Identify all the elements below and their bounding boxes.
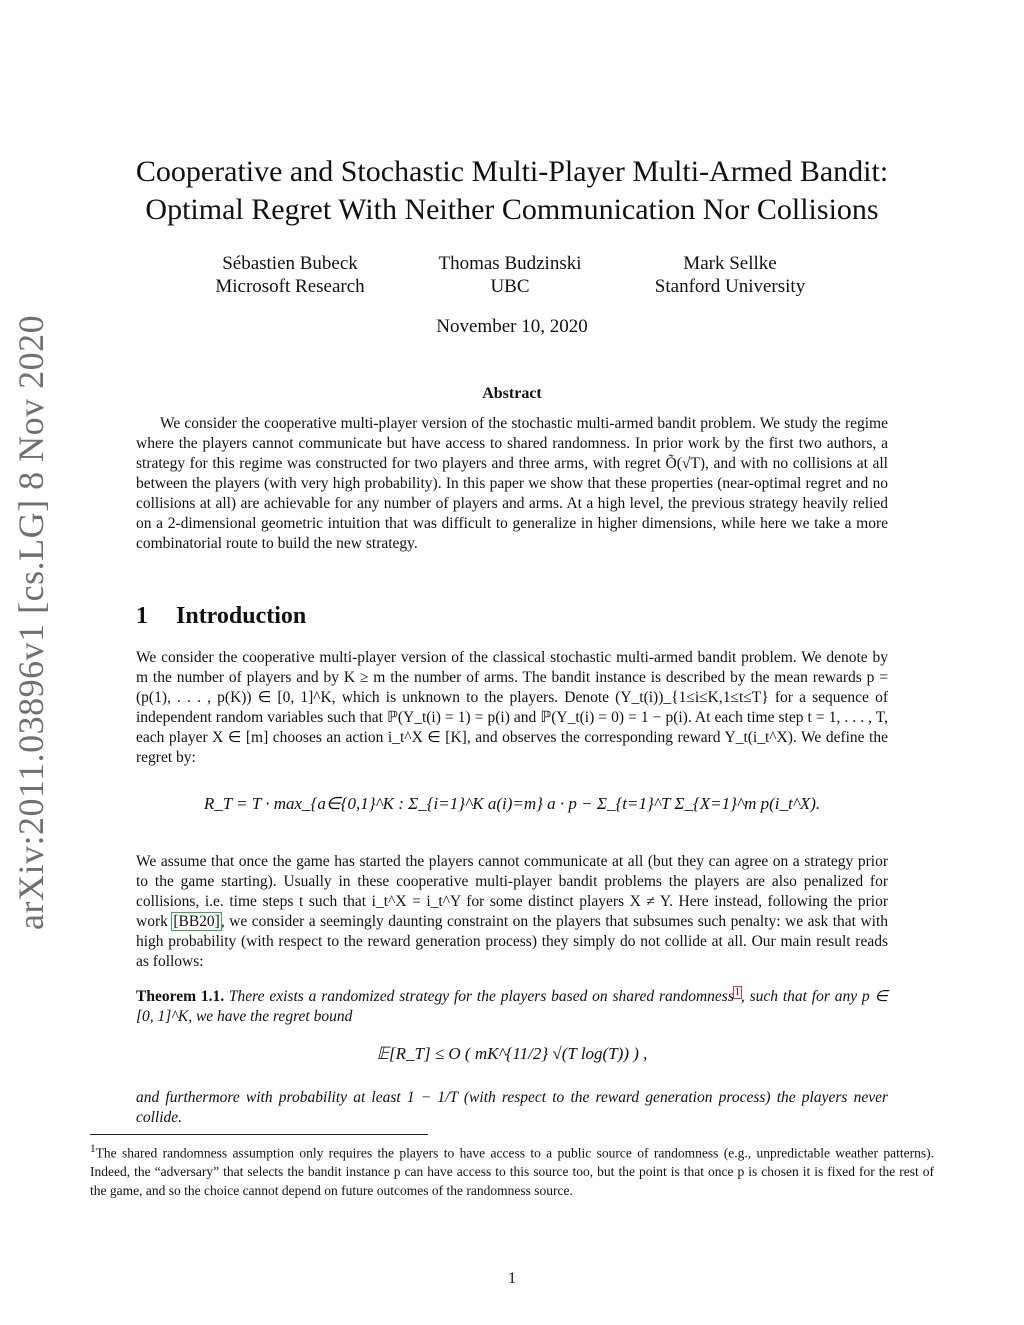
- footnote-mark: 1: [90, 1143, 96, 1155]
- paper-date: November 10, 2020: [436, 316, 588, 337]
- author-name: Thomas Budzinski: [438, 253, 582, 274]
- regret-bound-equation: 𝔼[R_T] ≤ O ( mK^{11/2} √(T log(T)) ) ,: [376, 1044, 648, 1063]
- theorem-1-1: [136, 983, 888, 1027]
- paper-title: [100, 153, 924, 229]
- footnote-1: [90, 1140, 934, 1200]
- footnote-link-1[interactable]: 1: [734, 987, 740, 998]
- author-3: [600, 252, 860, 298]
- theorem-continuation: and furthermore with probability at least 1 − 1/T (with respect to the reward generation process) the players never collide.: [136, 1089, 888, 1126]
- footnote-divider: [90, 1134, 428, 1135]
- abstract-heading: Abstract: [482, 385, 542, 402]
- author-affiliation: UBC: [490, 276, 530, 297]
- paragraph-text: , we consider a seemingly daunting constraint on the players that subsumes such penalty: we ask that with high probability (with respect to the reward generation process) they simply do not collide at all. Our main result reads as follows:: [136, 913, 888, 970]
- author-name: Mark Sellke: [683, 253, 777, 274]
- author-affiliation: Microsoft Research: [215, 276, 365, 297]
- section-title: Introduction: [176, 603, 307, 629]
- title-line-1: Cooperative and Stochastic Multi-Player Multi-Armed Bandit:: [135, 155, 889, 188]
- section-number: 1: [136, 603, 148, 629]
- author-affiliation: Stanford University: [654, 276, 806, 297]
- theorem-text: , such that for any p ∈ [0, 1]^K, we have the regret bound: [136, 988, 889, 1026]
- arxiv-margin-stamp: arXiv:2011.03896v1 [cs.LG] 8 Nov 2020: [11, 314, 51, 930]
- title-line-2: Optimal Regret With Neither Communication Nor Collisions: [145, 193, 879, 226]
- section-heading: [136, 603, 306, 630]
- intro-paragraph-2: [136, 852, 888, 972]
- paragraph-text: We assume that once the game has started the players cannot communicate at all (but they can agree on a strategy prior to the game starting). Usually in these cooperative multi-player bandit problems the players are also penalized for collisions, i.e. time steps t such that i_t^X = i_t^Y for some distinct players X ≠ Y. Here instead, following the prior work: [136, 853, 888, 930]
- citation-link-bb20[interactable]: [BB20]: [173, 913, 220, 930]
- theorem-label: Theorem 1.1.: [136, 988, 225, 1006]
- page-number: 1: [508, 1270, 516, 1287]
- abstract-text: We consider the cooperative multi-player version of the stochastic multi-armed bandit problem. We study the regime where the players cannot communicate but have access to shared randomness. In prior work by the first two authors, a strategy for this regime was constructed for two players and three arms, with regret Õ(√T), and with no collisions at all between the players (with very high probability). In this paper we show that these properties (near-optimal regret and no collisions at all) are achievable for any number of players and arms. At a high level, the previous strategy heavily relied on a 2-dimensional geometric intuition that was difficult to generalize in higher dimensions, while here we take a more combinatorial route to build the new strategy.: [136, 415, 888, 552]
- regret-definition-equation: R_T = T · max_{a∈{0,1}^K : Σ_{i=1}^K a(i)=m} a · p − Σ_{t=1}^T Σ_{X=1}^m p(i_t^X).: [203, 794, 821, 813]
- footnote-text: The shared randomness assumption only requires the players to have access to a public source of randomness (e.g., unpredictable weather patterns). Indeed, the “adversary” that selects the bandit instance p can have access to this source too, but the point is that once p is chosen it is fixed for the rest of the game, and so the choice cannot depend on future outcomes of the randomness source.: [90, 1145, 934, 1198]
- author-name: Sébastien Bubeck: [222, 253, 358, 274]
- intro-paragraph-1: We consider the cooperative multi-player version of the classical stochastic multi-armed bandit problem. We denote by m the number of players and by K ≥ m the number of arms. The bandit instance is described by the mean rewards p = (p(1), . . . , p(K)) ∈ [0, 1]^K, which is unknown to the players. Denote (Y_t(i))_{1≤i≤K,1≤t≤T} for a sequence of independent random variables such that ℙ(Y_t(i) = 1) = p(i) and ℙ(Y_t(i) = 0) = 1 − p(i). At each time step t = 1, . . . , T, each player X ∈ [m] chooses an action i_t^X ∈ [K], and observes the corresponding reward Y_t(i_t^X). We define the regret by:: [136, 649, 888, 766]
- theorem-text: There exists a randomized strategy for the players based on shared randomness: [228, 988, 734, 1006]
